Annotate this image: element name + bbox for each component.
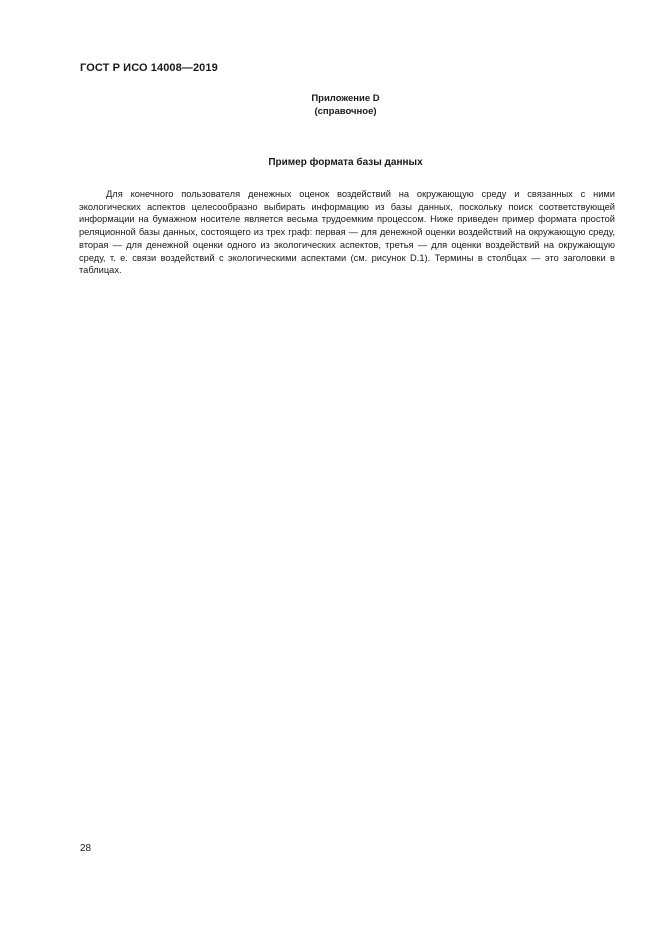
- appendix-heading: [0, 92, 661, 118]
- body-paragraph: Для конечного пользователя денежных оценок воздействий на окружающую среду и связанных с ними экологических аспектов целесообразно выбирать информацию из базы данных, поскольку поиск соответствующей информации на бумажном носителе является весьма трудоемким процессом. Ниже приведен пример формата простой реляционной базы данных, состоящего из трех граф: первая — для денежной оценки воздействий на окружающую среду, вторая — для денежной оценки одного из экологических аспектов, третья — для оценки воздействий на окружающую среду, т. е. связи воздействий с экологическими аспектами (см. рисунок D.1). Термины в столбцах — это заголовки в таблицах.: [79, 189, 615, 276]
- appendix-title: Приложение D: [311, 93, 380, 104]
- appendix-type: (справочное): [314, 106, 377, 117]
- document-header-code: ГОСТ Р ИСО 14008—2019: [80, 62, 218, 74]
- page-number: 28: [80, 843, 92, 854]
- section-title: Пример формата базы данных: [268, 157, 423, 168]
